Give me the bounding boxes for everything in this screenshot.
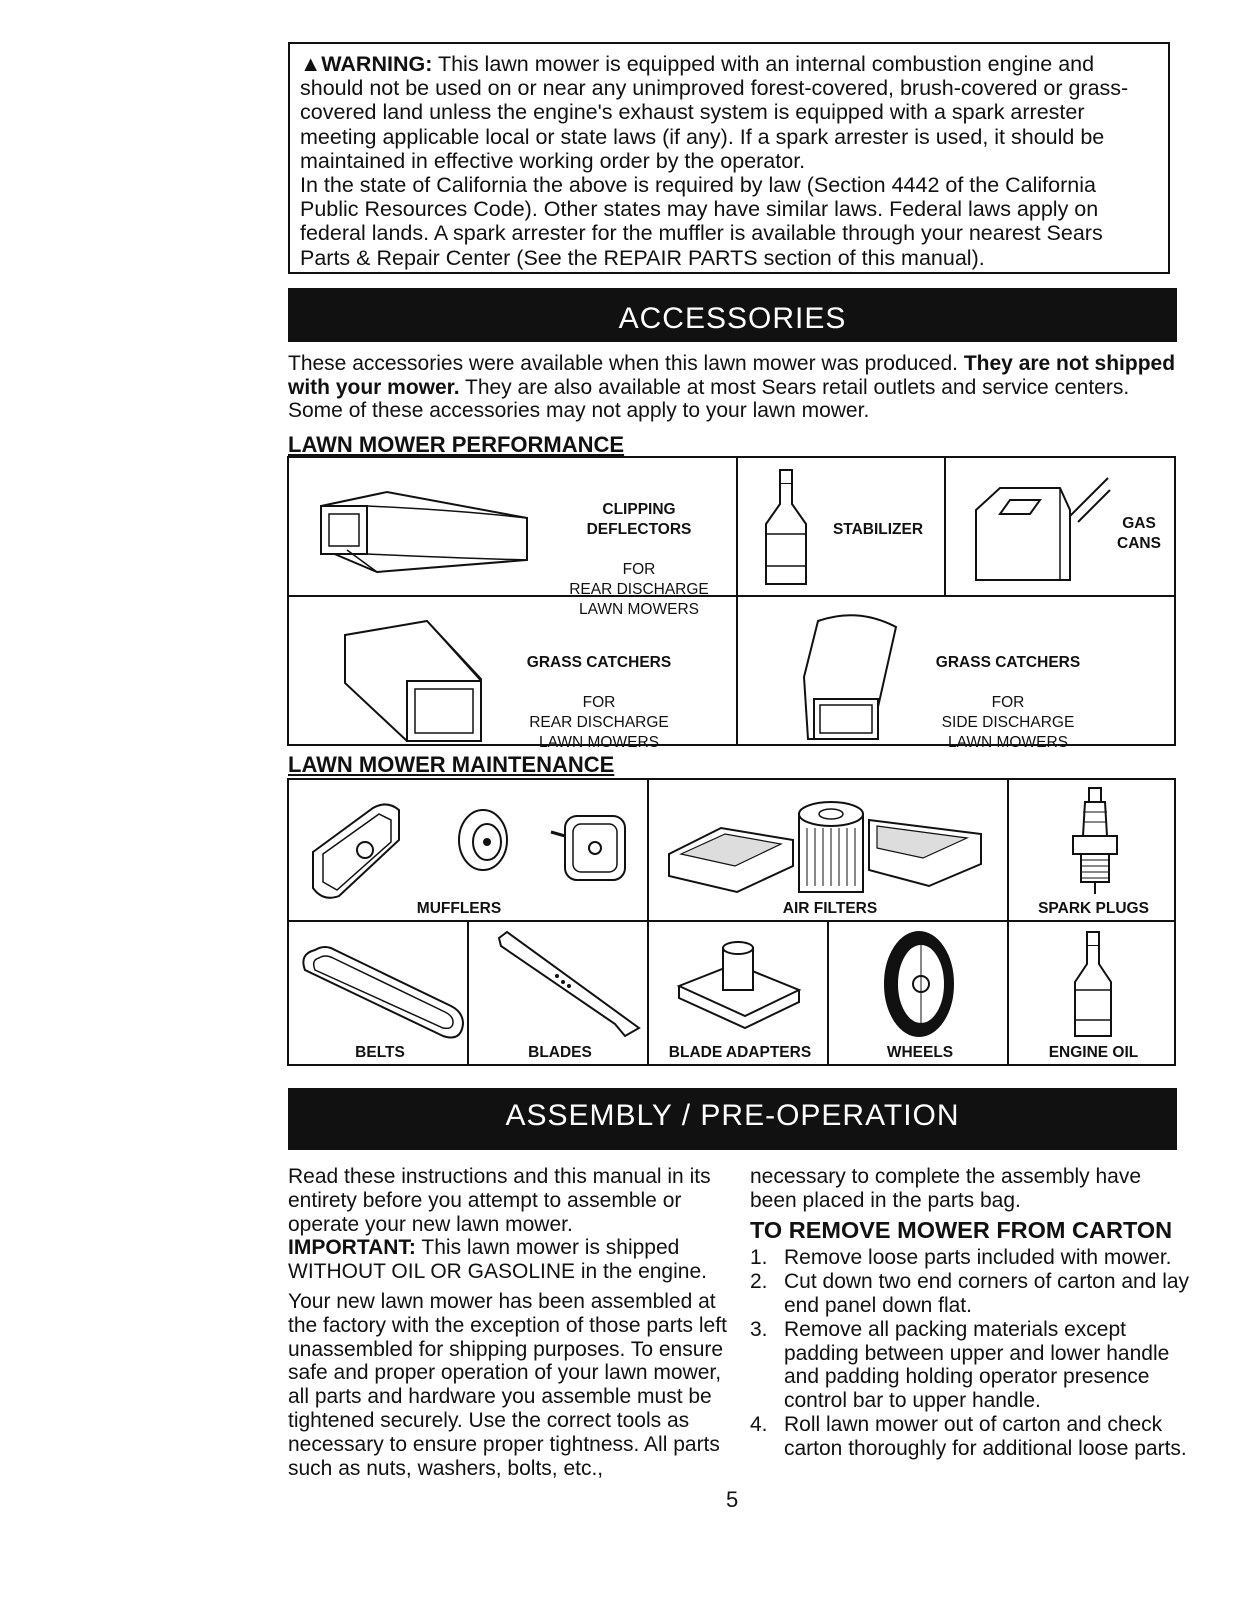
accessories-intro <box>288 352 1178 423</box>
maintenance-heading: LAWN MOWER MAINTENANCE <box>288 752 615 777</box>
mufflers-illustration <box>303 792 633 902</box>
stabilizer-bottle-icon <box>762 468 812 588</box>
warning-paragraph-1 <box>300 52 1158 173</box>
blade-illustration <box>493 928 643 1040</box>
gas-cans-label: GAS CANS <box>1117 515 1161 552</box>
gas-can-icon <box>970 470 1110 590</box>
grass-catchers-rear-label <box>504 633 694 753</box>
blade-adapters-cell <box>647 920 829 1066</box>
maintenance-grid <box>287 778 1176 1066</box>
intro-text-start: These accessories were available when this lawn mower was produced. <box>288 352 958 375</box>
clipping-deflectors-cell <box>287 456 738 618</box>
wheel-icon <box>879 926 959 1042</box>
mufflers-cell <box>287 778 649 922</box>
assembly-parts-bag-text: necessary to complete the assembly have been placed in the parts bag. <box>750 1165 1142 1212</box>
assembly-left-column <box>288 1165 738 1480</box>
warning-text-1: This lawn mower is equipped with an internal combustion engine and should not be used on or near any unimproved forest-covered, brush-covered or grass-covered land unless the engine's exhaust system is equipped with a spark arrester meeting applicable local or state laws (if any). If a spark arrester is used, it should be maintained in effective working order by the operator. <box>300 52 1129 173</box>
intro-text-bold: They are not shipped with your mower. <box>288 352 1176 399</box>
clipping-deflector-illustration <box>317 480 527 580</box>
grass-catchers-side-label <box>913 633 1103 753</box>
engine-oil-label: ENGINE OIL <box>1048 1044 1139 1061</box>
important-note <box>288 1236 738 1284</box>
spark-plugs-cell <box>1007 778 1176 922</box>
gas-cans-cell <box>944 456 1176 597</box>
belts-cell <box>287 920 469 1066</box>
engine-oil-bottle-icon <box>1069 930 1119 1040</box>
carton-step: 3. Remove all packing materials except padding between upper and lower handle and padding holding operator presence control bar to upper handle. <box>750 1317 1170 1413</box>
belts-label: BELTS <box>355 1044 405 1061</box>
blade-adapters-label: BLADE ADAPTERS <box>668 1044 812 1061</box>
spark-plug-icon <box>1065 784 1125 900</box>
assembly-banner: ASSEMBLY / PRE-OPERATION <box>288 1088 1177 1150</box>
grass-catchers-side-desc: FOR SIDE DISCHARGE LAWN MOWERS <box>941 694 1075 751</box>
wheels-cell <box>827 920 1009 1066</box>
wheels-label: WHEELS <box>886 1044 954 1061</box>
assembly-paragraph: Your new lawn mower has been assembled at the factory with the exception of those parts left unassembled for shipping purposes. To ensure safe and proper operation of your lawn mower, all parts and hardware you assemble must be tightened securely. Use the correct tools as necessary to ensure proper tightness. All parts such as nuts, washers, bolts, etc., <box>288 1289 727 1480</box>
performance-heading: LAWN MOWER PERFORMANCE <box>288 432 625 457</box>
warning-text-2: In the state of California the above is required by law (Section 4442 of the California Public Resources Code). Other states may have similar laws. Federal laws apply on federal lands. A spark arrester for the muffler is available through your nearest Sears Parts & Repair Center (See the REPAIR PARTS section of this manual). <box>300 173 1103 270</box>
warning-box <box>288 42 1170 274</box>
carton-steps <box>750 1246 1190 1460</box>
belt-illustration <box>295 930 465 1040</box>
grass-catchers-side-title: GRASS CATCHERS <box>935 654 1081 671</box>
engine-oil-cell <box>1007 920 1176 1066</box>
air-filters-illustration <box>661 794 1001 904</box>
important-label: IMPORTANT: <box>288 1236 416 1260</box>
grass-catchers-rear-cell <box>287 595 738 751</box>
carton-step: 2. Cut down two end corners of carton and lay end panel down flat. <box>750 1270 1190 1317</box>
blades-label: BLADES <box>528 1044 592 1061</box>
grass-catchers-rear-desc: FOR REAR DISCHARGE LAWN MOWERS <box>529 694 669 751</box>
assembly-intro: Read these instructions and this manual in its entirety before you attempt to assemble or operate your new lawn mower. <box>288 1165 711 1236</box>
blades-cell <box>467 920 649 1066</box>
grass-catcher-side-illustration <box>798 607 908 737</box>
carton-step: 4. Roll lawn mower out of carton and check carton thoroughly for additional loose parts. <box>750 1412 1187 1460</box>
page-number: 5 <box>726 1487 739 1512</box>
grass-catchers-rear-title: GRASS CATCHERS <box>526 654 672 671</box>
intro-text-end: They are also available at most Sears retail outlets and service centers. Some of these accessories may not apply to your lawn mower. <box>288 375 1130 422</box>
accessories-banner: ACCESSORIES <box>288 288 1177 342</box>
warning-icon: ▲ <box>300 52 322 76</box>
warning-label: WARNING: <box>321 52 433 76</box>
carton-heading: TO REMOVE MOWER FROM CARTON <box>750 1216 1173 1243</box>
air-filters-cell <box>647 778 1009 922</box>
grass-catcher-rear-illustration <box>341 609 501 739</box>
clipping-deflectors-title: CLIPPING DEFLECTORS <box>586 501 692 538</box>
assembly-right-column <box>750 1165 1190 1461</box>
blade-adapter-illustration <box>675 928 805 1038</box>
performance-grid <box>287 456 1176 751</box>
stabilizer-cell <box>736 456 946 597</box>
spark-plugs-label: SPARK PLUGS <box>1038 900 1149 917</box>
important-text: This lawn mower is shipped WITHOUT OIL OR GASOLINE in the engine. <box>288 1236 707 1284</box>
stabilizer-label: STABILIZER <box>832 521 924 538</box>
grass-catchers-side-cell <box>736 595 1176 751</box>
clipping-deflectors-desc: FOR REAR DISCHARGE LAWN MOWERS <box>569 561 709 618</box>
carton-step: 1. Remove loose parts included with mower. <box>750 1246 1172 1270</box>
mufflers-label: MUFFLERS <box>416 900 502 917</box>
air-filters-label: AIR FILTERS <box>782 900 878 917</box>
